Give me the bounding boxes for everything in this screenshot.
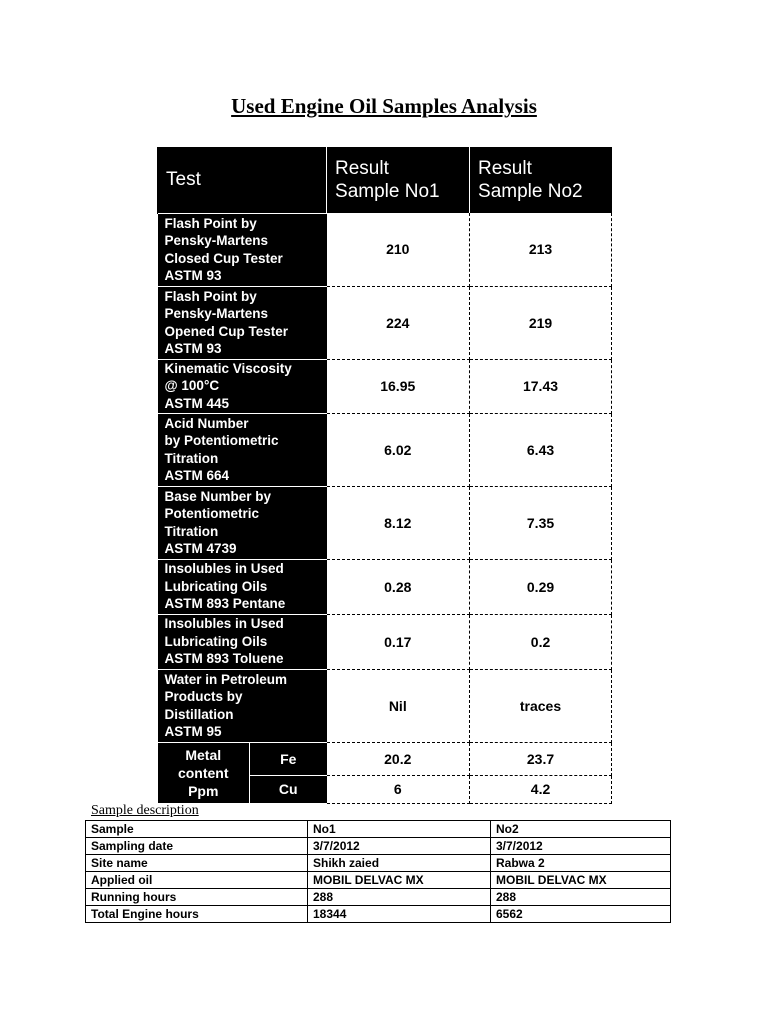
description-value-sample-1: Shikh zaied (308, 855, 491, 872)
description-value-sample-1: 3/7/2012 (308, 838, 491, 855)
result-sample-1: 20.2 (327, 742, 470, 775)
analysis-table (157, 147, 612, 804)
result-sample-2: 7.35 (470, 486, 612, 559)
result-sample-1: Nil (327, 669, 470, 742)
description-value-sample-1: MOBIL DELVAC MX (308, 872, 491, 889)
test-name: Flash Point by Pensky-Martens Closed Cup Tester ASTM 93 (158, 213, 327, 286)
table-row (158, 413, 612, 486)
description-value-sample-1: 18344 (308, 906, 491, 923)
table-row (158, 213, 612, 286)
metal-content-label: Metal content Ppm (158, 742, 250, 803)
result-sample-2: 17.43 (470, 359, 612, 413)
table-row (86, 821, 671, 838)
metal-element: Fe (250, 742, 327, 775)
description-value-sample-2: Rabwa 2 (491, 855, 671, 872)
table-row (86, 889, 671, 906)
result-sample-1: 6 (327, 775, 470, 803)
description-value-sample-2: MOBIL DELVAC MX (491, 872, 671, 889)
table-row (86, 906, 671, 923)
table-row (158, 669, 612, 742)
header-sample-2: Result Sample No2 (470, 147, 612, 213)
metal-row-fe (158, 742, 612, 775)
test-name: Acid Number by Potentiometric Titration ASTM 664 (158, 413, 327, 486)
header-test: Test (158, 147, 327, 213)
analysis-header-row (158, 147, 612, 213)
description-value-sample-1: No1 (308, 821, 491, 838)
test-name: Base Number by Potentiometric Titration ASTM 4739 (158, 486, 327, 559)
result-sample-1: 0.28 (327, 559, 470, 614)
document-title: Used Engine Oil Samples Analysis (231, 94, 537, 118)
description-value-sample-2: No2 (491, 821, 671, 838)
result-sample-2: 4.2 (470, 775, 612, 803)
description-value-sample-2: 288 (491, 889, 671, 906)
result-sample-2: 23.7 (470, 742, 612, 775)
table-row (86, 838, 671, 855)
result-sample-1: 8.12 (327, 486, 470, 559)
description-field: Site name (86, 855, 308, 872)
result-sample-2: 6.43 (470, 413, 612, 486)
result-sample-1: 210 (327, 213, 470, 286)
test-name: Insolubles in Used Lubricating Oils ASTM 893 Toluene (158, 614, 327, 669)
sample-description-table (85, 820, 671, 923)
test-name: Insolubles in Used Lubricating Oils ASTM 893 Pentane (158, 559, 327, 614)
table-row (158, 614, 612, 669)
result-sample-2: 213 (470, 213, 612, 286)
sample-description-label: Sample description (91, 803, 199, 818)
table-row (158, 559, 612, 614)
result-sample-2: 0.2 (470, 614, 612, 669)
description-field: Sampling date (86, 838, 308, 855)
result-sample-1: 16.95 (327, 359, 470, 413)
table-row (158, 486, 612, 559)
description-value-sample-1: 288 (308, 889, 491, 906)
table-row (86, 855, 671, 872)
metal-element: Cu (250, 775, 327, 803)
description-field: Applied oil (86, 872, 308, 889)
result-sample-2: traces (470, 669, 612, 742)
test-name: Flash Point by Pensky-Martens Opened Cup Tester ASTM 93 (158, 286, 327, 359)
header-sample-1: Result Sample No1 (327, 147, 470, 213)
result-sample-1: 6.02 (327, 413, 470, 486)
description-value-sample-2: 3/7/2012 (491, 838, 671, 855)
table-row (158, 359, 612, 413)
description-field: Sample (86, 821, 308, 838)
table-row (158, 286, 612, 359)
test-name: Kinematic Viscosity @ 100°C ASTM 445 (158, 359, 327, 413)
test-name: Water in Petroleum Products by Distillation ASTM 95 (158, 669, 327, 742)
result-sample-1: 224 (327, 286, 470, 359)
result-sample-2: 0.29 (470, 559, 612, 614)
description-field: Running hours (86, 889, 308, 906)
table-row (86, 872, 671, 889)
result-sample-1: 0.17 (327, 614, 470, 669)
description-value-sample-2: 6562 (491, 906, 671, 923)
description-field: Total Engine hours (86, 906, 308, 923)
result-sample-2: 219 (470, 286, 612, 359)
